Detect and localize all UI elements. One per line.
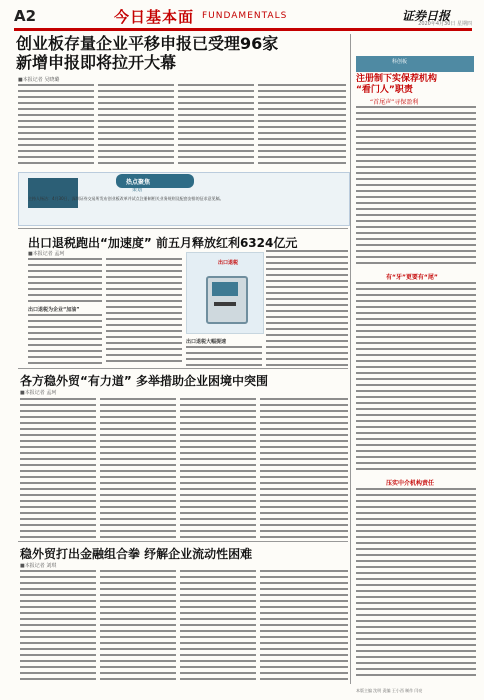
article2-subhead2: 出口退税大幅提速 — [186, 339, 227, 345]
sidebar-image-label: 科创板 — [392, 59, 408, 65]
atm-card-slot — [214, 302, 236, 306]
article2-text-col1a — [28, 258, 102, 304]
article4-text-col2 — [100, 570, 176, 682]
sidebar-image — [356, 56, 474, 72]
sidebar-headline-line2: “看门人”职责 — [356, 85, 413, 95]
article3-text-col2 — [100, 398, 176, 538]
lead-headline-line2: 新增申报即将拉开大幕 — [16, 53, 177, 72]
section-subtitle: FUNDAMENTALS — [202, 11, 288, 21]
section-title: 今日基本面 — [114, 8, 195, 26]
issue-date: 2020年4月30日 星期四 — [418, 21, 472, 27]
column-divider — [350, 34, 351, 684]
lead-text-col4 — [258, 84, 346, 168]
banner-intro: 主持人杨洁：4月30日，深圳证券交易所发布创业板改革并试点注册制相关业务规则及配套安排的征求意见稿。 — [28, 196, 224, 201]
sidebar-headline-line1: 注册制下实保荐机构 — [356, 74, 438, 84]
article2-subhead: 出口退税为企业“加油” — [28, 307, 80, 313]
article4-headline: 稳外贸打出金融组合拳 纾解企业流动性困难 — [20, 547, 253, 561]
figure-caption: 出口退税 — [218, 260, 239, 266]
article4-text-col4 — [260, 570, 348, 682]
article3-byline: ■本报记者 孟珂 — [20, 390, 57, 396]
sidebar-text-2 — [356, 282, 476, 474]
article2-text-col1b — [28, 314, 102, 366]
newspaper-logo: 证券日报 — [401, 9, 450, 23]
lead-headline-line1: 创业板存量企业平移申报已受理96家 — [16, 34, 279, 53]
article3-text-col1 — [20, 398, 96, 538]
article2-text-col4 — [266, 250, 348, 366]
page-number: A2 — [14, 7, 37, 25]
section-rule-3 — [18, 541, 348, 542]
section-rule-2 — [18, 368, 348, 369]
banner-label: 热点聚焦 — [126, 179, 151, 186]
article3-text-col3 — [180, 398, 256, 538]
sidebar-headline — [356, 74, 476, 96]
sidebar-subhead2: 压实中介机构责任 — [386, 480, 435, 487]
page-footer: 本版主编 沈明 责编 王小西 制作 闫亮 — [356, 688, 423, 693]
article3-headline: 各方稳外贸“有力道” 多举措助企业困境中突围 — [20, 374, 268, 388]
article2-byline: ■本报记者 孟珂 — [28, 251, 65, 257]
banner-label-sub: 策划 — [132, 187, 143, 193]
lead-text-col3 — [178, 84, 254, 168]
article3-text-col4 — [260, 398, 348, 538]
article4-byline: ■本报记者 刘琪 — [20, 563, 57, 569]
section-rule — [18, 228, 348, 229]
sidebar-subtitle: “首尾声”寻保盈利 — [370, 99, 419, 106]
article4-text-col1 — [20, 570, 96, 682]
lead-text-col2 — [98, 84, 174, 168]
sidebar-subhead: 有“牙”更要有“尾” — [386, 274, 438, 281]
article4-text-col3 — [180, 570, 256, 682]
lead-text-col1 — [18, 84, 94, 168]
lead-byline: ■本报记者 吴晓璐 — [18, 77, 60, 83]
article2-text-col3 — [186, 346, 262, 366]
page-header — [14, 6, 472, 31]
sidebar-text-3 — [356, 488, 476, 680]
atm-screen — [212, 282, 238, 296]
sidebar-text-1 — [356, 106, 476, 268]
article2-text-col2 — [106, 258, 182, 366]
article2-headline: 出口退税跑出“加速度” 前五月释放红利6324亿元 — [28, 236, 298, 250]
